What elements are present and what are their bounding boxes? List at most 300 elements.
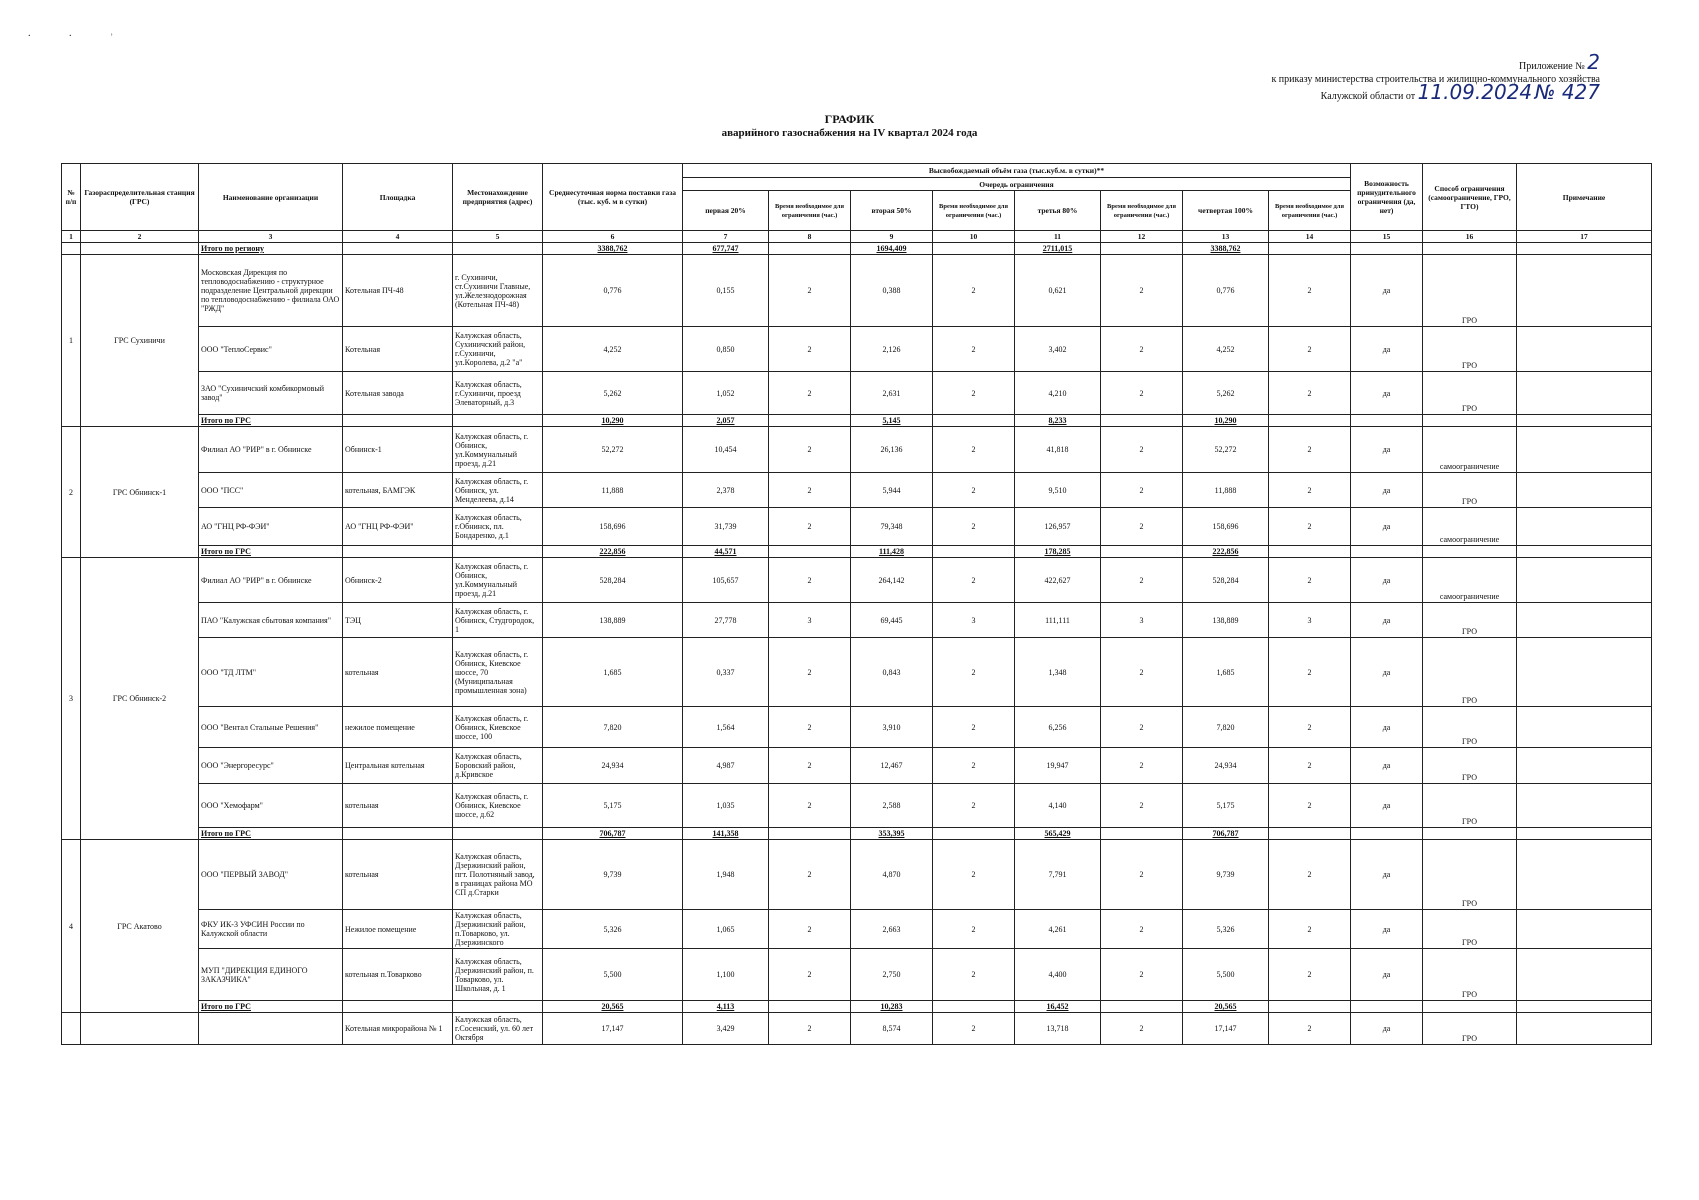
norm-value: 528,284 [543, 558, 683, 603]
q2-value: 264,142 [851, 558, 933, 603]
forced-limit: да [1351, 1013, 1423, 1045]
q4-time: 2 [1269, 707, 1351, 748]
region-total-row [62, 243, 1652, 255]
q3-time: 2 [1101, 748, 1183, 784]
q4-time: 2 [1269, 1013, 1351, 1045]
header-t3: Время необходимое для ограничения (час.) [1101, 191, 1183, 231]
grs-total-q4: 20,565 [1183, 1001, 1269, 1013]
q2-value: 12,467 [851, 748, 933, 784]
q4-value: 9,739 [1183, 840, 1269, 910]
note-cell [1517, 748, 1652, 784]
limit-method: ГРО [1423, 949, 1517, 1001]
table-row [62, 949, 1652, 1001]
q4-value: 528,284 [1183, 558, 1269, 603]
org-name: ПАО "Калужская сбытовая компания" [199, 603, 343, 638]
q2-time: 2 [933, 427, 1015, 473]
org-name: ЗАО "Сухиничский комбикормовый завод" [199, 372, 343, 415]
region-total-q4: 3388,762 [1183, 243, 1269, 255]
empty-cell [1517, 828, 1652, 840]
table-row [62, 784, 1652, 828]
header-norm: Среднесуточная норма поставки газа (тыс. куб. м в сутки) [543, 164, 683, 231]
appendix-header [1180, 50, 1600, 104]
header-t1: Время необходимое для ограничения (час.) [769, 191, 851, 231]
q3-time: 2 [1101, 473, 1183, 508]
q1-value: 1,052 [683, 372, 769, 415]
org-name: Филиал АО "РИР" в г. Обнинске [199, 558, 343, 603]
q3-time: 2 [1101, 327, 1183, 372]
org-name: МУП "ДИРЕКЦИЯ ЕДИНОГО ЗАКАЗЧИКА" [199, 949, 343, 1001]
q3-value: 4,140 [1015, 784, 1101, 828]
note-cell [1517, 255, 1652, 327]
q4-value: 5,326 [1183, 910, 1269, 949]
col-num: 16 [1423, 231, 1517, 243]
q3-value: 3,402 [1015, 327, 1101, 372]
q3-time: 2 [1101, 784, 1183, 828]
col-num: 17 [1517, 231, 1652, 243]
q2-value: 26,136 [851, 427, 933, 473]
note-cell [1517, 784, 1652, 828]
site-name: ТЭЦ [343, 603, 453, 638]
grs-total-q2: 111,428 [851, 546, 933, 558]
col-num: 6 [543, 231, 683, 243]
q3-time: 2 [1101, 558, 1183, 603]
col-num: 11 [1015, 231, 1101, 243]
header-note: Примечание [1517, 164, 1652, 231]
grs-total-row [62, 415, 1652, 427]
region-total-label: Итого по региону [199, 243, 343, 255]
group-number: 3 [62, 558, 81, 840]
q3-value: 4,400 [1015, 949, 1101, 1001]
empty-cell [1101, 415, 1183, 427]
forced-limit: да [1351, 558, 1423, 603]
header-no: № п/п [62, 164, 81, 231]
region-total-q1: 677,747 [683, 243, 769, 255]
q3-value: 9,510 [1015, 473, 1101, 508]
q3-time: 2 [1101, 707, 1183, 748]
q1-time: 2 [769, 949, 851, 1001]
q1-value: 1,948 [683, 840, 769, 910]
q1-value: 27,778 [683, 603, 769, 638]
forced-limit: да [1351, 372, 1423, 415]
empty-cell [933, 415, 1015, 427]
empty-cell [1351, 828, 1423, 840]
grs-total-norm: 20,565 [543, 1001, 683, 1013]
site-name: котельная [343, 840, 453, 910]
q3-time: 2 [1101, 372, 1183, 415]
q4-value: 5,175 [1183, 784, 1269, 828]
grs-total-norm: 10,290 [543, 415, 683, 427]
q2-time: 2 [933, 949, 1015, 1001]
table-row [62, 707, 1652, 748]
q1-value: 0,337 [683, 638, 769, 707]
header-grs: Газораспределительная станция (ГРС) [81, 164, 199, 231]
norm-value: 1,685 [543, 638, 683, 707]
forced-limit: да [1351, 840, 1423, 910]
appendix-label: Приложение № [1519, 61, 1585, 72]
empty-cell [1423, 1001, 1517, 1013]
q3-time: 2 [1101, 255, 1183, 327]
empty-cell [1517, 415, 1652, 427]
norm-value: 5,262 [543, 372, 683, 415]
address: Калужская область, г. Обнинск, Студгородок, 1 [453, 603, 543, 638]
grs-total-q2: 10,283 [851, 1001, 933, 1013]
header-q1: первая 20% [683, 191, 769, 231]
q2-time: 2 [933, 473, 1015, 508]
org-name: Филиал АО "РИР" в г. Обнинске [199, 427, 343, 473]
norm-value: 9,739 [543, 840, 683, 910]
limit-method: ГРО [1423, 473, 1517, 508]
col-num: 14 [1269, 231, 1351, 243]
q1-value: 4,987 [683, 748, 769, 784]
grs-total-q4: 222,856 [1183, 546, 1269, 558]
q3-value: 4,210 [1015, 372, 1101, 415]
note-cell [1517, 910, 1652, 949]
empty-cell [1423, 828, 1517, 840]
q4-value: 4,252 [1183, 327, 1269, 372]
q4-time: 2 [1269, 558, 1351, 603]
q4-time: 2 [1269, 784, 1351, 828]
address: Калужская область, Дзержинский район, п.Товарково, ул. Дзержинского [453, 910, 543, 949]
org-name [199, 1013, 343, 1045]
table-row [62, 1013, 1652, 1045]
q2-time: 2 [933, 784, 1015, 828]
site-name: Котельная [343, 327, 453, 372]
norm-value: 7,820 [543, 707, 683, 748]
empty-cell [343, 828, 453, 840]
q3-time: 2 [1101, 949, 1183, 1001]
grs-total-q1: 2,057 [683, 415, 769, 427]
grs-total-q4: 10,290 [1183, 415, 1269, 427]
header-t4: Время необходимое для ограничения (час.) [1269, 191, 1351, 231]
empty-cell [1101, 1001, 1183, 1013]
forced-limit: да [1351, 638, 1423, 707]
q4-time: 2 [1269, 427, 1351, 473]
q2-value: 0,843 [851, 638, 933, 707]
col-num: 3 [199, 231, 343, 243]
empty-cell [1351, 546, 1423, 558]
q1-value: 2,378 [683, 473, 769, 508]
site-name: котельная, БАМГЭК [343, 473, 453, 508]
group-grs-name [81, 1013, 199, 1045]
empty-cell [1101, 546, 1183, 558]
q4-time: 2 [1269, 327, 1351, 372]
note-cell [1517, 638, 1652, 707]
q4-time: 2 [1269, 638, 1351, 707]
group-grs-name: ГРС Обнинск-1 [81, 427, 199, 558]
header-possible: Возможность принудительного ограничения (да, нет) [1351, 164, 1423, 231]
q3-value: 126,957 [1015, 508, 1101, 546]
table-row [62, 255, 1652, 327]
q2-time: 2 [933, 910, 1015, 949]
col-num: 7 [683, 231, 769, 243]
q2-value: 2,631 [851, 372, 933, 415]
q3-value: 13,718 [1015, 1013, 1101, 1045]
grs-total-q3: 178,285 [1015, 546, 1101, 558]
org-name: ООО "ТеплоСервис" [199, 327, 343, 372]
limit-method: самоограничение [1423, 558, 1517, 603]
q4-value: 158,696 [1183, 508, 1269, 546]
address: Калужская область, г.Сухиничи, проезд Элеваторный, д.3 [453, 372, 543, 415]
q2-value: 5,944 [851, 473, 933, 508]
q3-time: 2 [1101, 840, 1183, 910]
empty-cell [933, 1001, 1015, 1013]
org-name: ООО "Энергоресурс" [199, 748, 343, 784]
q2-time: 2 [933, 327, 1015, 372]
note-cell [1517, 473, 1652, 508]
region-total-q3: 2711,015 [1015, 243, 1101, 255]
group-number [62, 1013, 81, 1045]
note-cell [1517, 603, 1652, 638]
header-volume: Высвобождаемый объём газа (тыс.куб.м. в сутки)** [683, 164, 1351, 178]
empty-cell [343, 546, 453, 558]
limit-method: ГРО [1423, 840, 1517, 910]
empty-cell [453, 546, 543, 558]
org-name: ООО "ТД ЛТМ" [199, 638, 343, 707]
grs-total-q2: 353,395 [851, 828, 933, 840]
note-cell [1517, 840, 1652, 910]
q4-value: 1,685 [1183, 638, 1269, 707]
limit-method: ГРО [1423, 638, 1517, 707]
empty-cell [453, 828, 543, 840]
header-q3: третья 80% [1015, 191, 1101, 231]
empty-cell [769, 828, 851, 840]
empty-cell [769, 1001, 851, 1013]
grs-total-row [62, 1001, 1652, 1013]
table-row [62, 558, 1652, 603]
q4-value: 11,888 [1183, 473, 1269, 508]
q3-time: 3 [1101, 603, 1183, 638]
q2-value: 0,388 [851, 255, 933, 327]
empty-cell [1269, 828, 1351, 840]
q1-time: 2 [769, 372, 851, 415]
q2-value: 69,445 [851, 603, 933, 638]
note-cell [1517, 949, 1652, 1001]
q1-value: 31,739 [683, 508, 769, 546]
q4-time: 2 [1269, 255, 1351, 327]
limit-method: самоограничение [1423, 427, 1517, 473]
header-site: Площадка [343, 164, 453, 231]
q4-time: 2 [1269, 748, 1351, 784]
address: Калужская область, г. Обнинск, ул.Коммунальный проезд, д.21 [453, 427, 543, 473]
appendix-order-no: № 427 [1534, 80, 1600, 104]
forced-limit: да [1351, 473, 1423, 508]
empty-cell [933, 546, 1015, 558]
q2-time: 2 [933, 707, 1015, 748]
q2-value: 79,348 [851, 508, 933, 546]
limit-method: ГРО [1423, 910, 1517, 949]
q2-time: 2 [933, 840, 1015, 910]
q2-value: 2,750 [851, 949, 933, 1001]
q1-value: 1,100 [683, 949, 769, 1001]
q2-value: 8,574 [851, 1013, 933, 1045]
note-cell [1517, 427, 1652, 473]
header-queue: Очередь ограничения [683, 178, 1351, 191]
empty-cell [933, 828, 1015, 840]
q3-time: 2 [1101, 427, 1183, 473]
q1-time: 2 [769, 748, 851, 784]
site-name: котельная п.Товарково [343, 949, 453, 1001]
forced-limit: да [1351, 327, 1423, 372]
q4-time: 2 [1269, 473, 1351, 508]
forced-limit: да [1351, 910, 1423, 949]
region-total-q2: 1694,409 [851, 243, 933, 255]
col-num: 13 [1183, 231, 1269, 243]
norm-value: 158,696 [543, 508, 683, 546]
q2-time: 2 [933, 1013, 1015, 1045]
q1-time: 2 [769, 840, 851, 910]
header-q4: четвертая 100% [1183, 191, 1269, 231]
table-row [62, 372, 1652, 415]
q1-time: 2 [769, 910, 851, 949]
q3-value: 1,348 [1015, 638, 1101, 707]
norm-value: 5,500 [543, 949, 683, 1001]
q2-value: 2,663 [851, 910, 933, 949]
forced-limit: да [1351, 748, 1423, 784]
address: Калужская область, г.Обнинск, пл. Бондаренко, д.1 [453, 508, 543, 546]
note-cell [1517, 508, 1652, 546]
q4-value: 52,272 [1183, 427, 1269, 473]
empty-cell [1517, 546, 1652, 558]
group-number: 4 [62, 840, 81, 1013]
table-row [62, 638, 1652, 707]
q3-time: 2 [1101, 638, 1183, 707]
forced-limit: да [1351, 707, 1423, 748]
q1-value: 3,429 [683, 1013, 769, 1045]
grs-total-q1: 4,113 [683, 1001, 769, 1013]
q2-value: 4,870 [851, 840, 933, 910]
limit-method: ГРО [1423, 372, 1517, 415]
site-name: Котельная ПЧ-48 [343, 255, 453, 327]
q2-value: 3,910 [851, 707, 933, 748]
address: Калужская область, г. Обнинск, ул.Коммунальный проезд, д.21 [453, 558, 543, 603]
header-t2: Время необходимое для ограничения (час.) [933, 191, 1015, 231]
empty-cell [343, 415, 453, 427]
norm-value: 5,175 [543, 784, 683, 828]
grs-total-norm: 706,787 [543, 828, 683, 840]
note-cell [1517, 707, 1652, 748]
q1-value: 1,035 [683, 784, 769, 828]
grs-total-q3: 565,429 [1015, 828, 1101, 840]
forced-limit: да [1351, 784, 1423, 828]
q3-time: 2 [1101, 1013, 1183, 1045]
group-number: 2 [62, 427, 81, 558]
empty-cell [1269, 415, 1351, 427]
q2-time: 2 [933, 508, 1015, 546]
site-name: котельная [343, 784, 453, 828]
grs-total-q1: 44,571 [683, 546, 769, 558]
q4-value: 17,147 [1183, 1013, 1269, 1045]
empty-cell [1423, 415, 1517, 427]
empty-cell [1269, 546, 1351, 558]
group-grs-name: ГРС Сухиничи [81, 255, 199, 427]
q4-value: 0,776 [1183, 255, 1269, 327]
empty-cell [1351, 1001, 1423, 1013]
norm-value: 11,888 [543, 473, 683, 508]
q3-time: 2 [1101, 910, 1183, 949]
limit-method: ГРО [1423, 327, 1517, 372]
site-name: АО "ГНЦ РФ-ФЭИ" [343, 508, 453, 546]
empty-cell [1517, 1001, 1652, 1013]
org-name: Московская Дирекция по тепловодоснабжению - структурное подразделение Центральной дирекции по тепловодоснабжению - филиала ОАО "РЖД" [199, 255, 343, 327]
q1-value: 10,454 [683, 427, 769, 473]
grs-total-label: Итого по ГРС [199, 546, 343, 558]
col-num: 15 [1351, 231, 1423, 243]
address: Калужская область, г. Обнинск, Киевское шоссе, 70 (Муниципальная промышленная зона) [453, 638, 543, 707]
q4-value: 24,934 [1183, 748, 1269, 784]
q4-time: 2 [1269, 508, 1351, 546]
empty-cell [769, 546, 851, 558]
site-name: Обнинск-1 [343, 427, 453, 473]
q3-value: 111,111 [1015, 603, 1101, 638]
q4-time: 2 [1269, 840, 1351, 910]
q1-time: 3 [769, 603, 851, 638]
address: Калужская область, г. Обнинск, Киевское шоссе, д.62 [453, 784, 543, 828]
q3-value: 0,621 [1015, 255, 1101, 327]
note-cell [1517, 327, 1652, 372]
norm-value: 138,889 [543, 603, 683, 638]
table-row [62, 603, 1652, 638]
col-num: 2 [81, 231, 199, 243]
q2-time: 2 [933, 748, 1015, 784]
forced-limit: да [1351, 508, 1423, 546]
limit-method: самоограничение [1423, 508, 1517, 546]
q1-time: 2 [769, 707, 851, 748]
col-num: 5 [453, 231, 543, 243]
q1-time: 2 [769, 784, 851, 828]
org-name: ФКУ ИК-3 УФСИН России по Калужской области [199, 910, 343, 949]
org-name: АО "ГНЦ РФ-ФЭИ" [199, 508, 343, 546]
grs-total-row [62, 546, 1652, 558]
q4-time: 2 [1269, 949, 1351, 1001]
limit-method: ГРО [1423, 748, 1517, 784]
q1-time: 2 [769, 327, 851, 372]
limit-method: ГРО [1423, 603, 1517, 638]
q2-time: 2 [933, 372, 1015, 415]
table-row [62, 327, 1652, 372]
address: Калужская область, г. Обнинск, ул. Менделеева, д.14 [453, 473, 543, 508]
q3-value: 19,947 [1015, 748, 1101, 784]
q1-value: 0,155 [683, 255, 769, 327]
note-cell [1517, 1013, 1652, 1045]
limit-method: ГРО [1423, 255, 1517, 327]
col-num: 10 [933, 231, 1015, 243]
table-row [62, 427, 1652, 473]
header-method: Способ ограничения (самоограничение, ГРО, ГТО) [1423, 164, 1517, 231]
q1-value: 1,564 [683, 707, 769, 748]
scan-marks: . . ˒ [28, 28, 132, 39]
q3-value: 422,627 [1015, 558, 1101, 603]
site-name: Нежилое помещение [343, 910, 453, 949]
org-name: ООО "Хемофарм" [199, 784, 343, 828]
q3-value: 6,256 [1015, 707, 1101, 748]
schedule-table [61, 163, 1652, 1045]
header-q2: вторая 50% [851, 191, 933, 231]
norm-value: 5,326 [543, 910, 683, 949]
appendix-line1: к приказу министерства строительства и жилищно-коммунального хозяйства [1271, 74, 1600, 85]
norm-value: 0,776 [543, 255, 683, 327]
forced-limit: да [1351, 949, 1423, 1001]
q2-time: 2 [933, 558, 1015, 603]
norm-value: 4,252 [543, 327, 683, 372]
site-name: Центральная котельная [343, 748, 453, 784]
q1-value: 105,657 [683, 558, 769, 603]
empty-cell [769, 415, 851, 427]
region-total-norm: 3388,762 [543, 243, 683, 255]
group-grs-name: ГРС Акатово [81, 840, 199, 1013]
grs-total-q3: 16,452 [1015, 1001, 1101, 1013]
table-row [62, 748, 1652, 784]
col-num: 4 [343, 231, 453, 243]
